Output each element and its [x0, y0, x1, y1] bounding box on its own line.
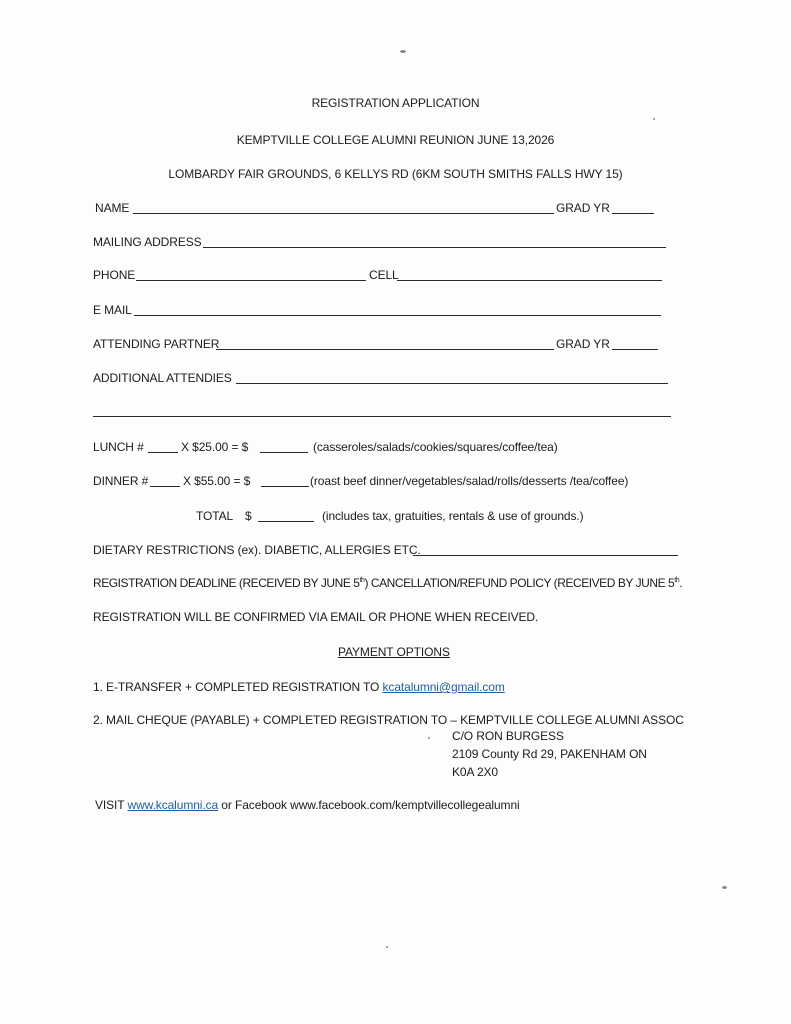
name-field[interactable]: [133, 213, 554, 214]
deadline-part-1: REGISTRATION DEADLINE (RECEIVED BY JUNE 5: [93, 576, 360, 590]
phone-label: PHONE: [93, 268, 136, 282]
event-location: LOMBARDY FAIR GROUNDS, 6 KELLYS RD (6KM SOUTH SMITHS FALLS HWY 15): [168, 167, 623, 181]
grad-year-field[interactable]: [612, 213, 654, 214]
dinner-label: DINNER #: [93, 474, 149, 488]
attending-partner-field[interactable]: [216, 349, 554, 350]
dinner-count-field[interactable]: [150, 486, 180, 487]
website-link[interactable]: www.kcalumni.ca: [127, 798, 219, 812]
form-title: REGISTRATION APPLICATION: [311, 96, 480, 110]
dietary-field[interactable]: [413, 555, 678, 556]
name-label: NAME: [95, 201, 130, 215]
scan-speck: [722, 886, 727, 889]
partner-grad-year-field[interactable]: [612, 349, 658, 350]
mailing-address-line-3: K0A 2X0: [452, 765, 499, 779]
deadline-part-2: ) CANCELLATION/REFUND POLICY (RECEIVED BY JUNE 5: [364, 576, 675, 590]
lunch-price: X $25.00 = $: [181, 440, 249, 454]
payment-option-1: [93, 680, 505, 694]
payment-option-2: 2. MAIL CHEQUE (PAYABLE) + COMPLETED REGISTRATION TO – KEMPTVILLE COLLEGE ALUMNI ASSOC: [93, 713, 684, 727]
lunch-label: LUNCH #: [93, 440, 144, 454]
attending-partner-label: ATTENDING PARTNER: [93, 337, 220, 351]
lunch-count-field[interactable]: [148, 452, 178, 453]
lunch-description: (casseroles/salads/cookies/squares/coffee/tea): [313, 440, 558, 454]
visit-prefix: VISIT: [95, 798, 128, 812]
cell-field[interactable]: [397, 280, 662, 281]
total-currency: $: [245, 509, 252, 523]
additional-attendees-label: ADDITIONAL ATTENDIES: [93, 371, 232, 385]
partner-grad-year-label: GRAD YR: [556, 337, 610, 351]
additional-attendees-field-2[interactable]: [93, 416, 671, 417]
cell-label: CELL: [369, 268, 399, 282]
mailing-address-label: MAILING ADDRESS: [93, 235, 202, 249]
additional-attendees-field[interactable]: [236, 383, 668, 384]
event-title: KEMPTVILLE COLLEGE ALUMNI REUNION JUNE 13,2026: [236, 133, 555, 147]
email-label: E MAIL: [93, 303, 132, 317]
mailing-address-field[interactable]: [203, 247, 666, 248]
deadline-sup-2: th: [674, 577, 680, 584]
visit-line: [95, 798, 520, 812]
total-description: (includes tax, gratuities, rentals & use of grounds.): [322, 509, 584, 523]
total-label: TOTAL: [196, 509, 234, 523]
lunch-amount-field[interactable]: [260, 452, 308, 453]
scan-speck: [428, 737, 430, 739]
facebook-link[interactable]: www.facebook.com/kemptvillecollegealumni: [290, 798, 520, 812]
registration-deadline: [93, 576, 682, 590]
deadline-part-3: .: [679, 576, 683, 590]
dinner-amount-field[interactable]: [261, 486, 309, 487]
scan-speck: [653, 118, 655, 120]
mailing-address-line-1: C/O RON BURGESS: [452, 729, 564, 743]
dietary-label: DIETARY RESTRICTIONS (ex). DIABETIC, ALLERGIES ETC.: [93, 543, 421, 557]
phone-field[interactable]: [136, 280, 366, 281]
payment-options-heading: PAYMENT OPTIONS: [338, 645, 450, 659]
scan-speck: [400, 50, 406, 53]
etransfer-email-link[interactable]: kcatalumni@gmail.com: [382, 680, 505, 694]
payment-option-1-text: 1. E-TRANSFER + COMPLETED REGISTRATION TO: [93, 680, 383, 694]
grad-year-label: GRAD YR: [556, 201, 610, 215]
total-amount-field[interactable]: [258, 521, 314, 522]
confirmation-notice: REGISTRATION WILL BE CONFIRMED VIA EMAIL OR PHONE WHEN RECEIVED.: [93, 610, 539, 624]
visit-middle: or Facebook: [218, 798, 291, 812]
scan-speck: [386, 946, 388, 948]
email-field[interactable]: [134, 315, 661, 316]
mailing-address-line-2: 2109 County Rd 29, PAKENHAM ON: [452, 747, 647, 761]
deadline-sup-1: th: [359, 577, 365, 584]
dinner-price: X $55.00 = $: [183, 474, 251, 488]
dinner-description: (roast beef dinner/vegetables/salad/rolls/desserts /tea/coffee): [310, 474, 629, 488]
